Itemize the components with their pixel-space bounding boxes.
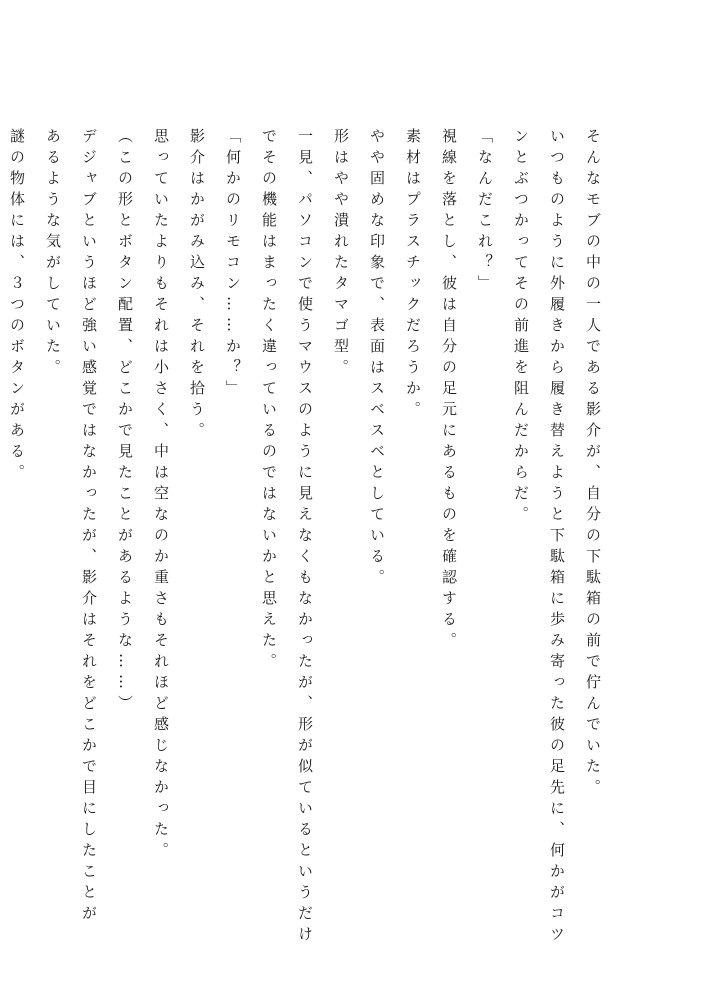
text-line: 形はやや潰れたタマゴ型。 [332,128,350,380]
text-line: 「何かのリモコン……か？」 [224,128,242,401]
text-line: 一見、パソコンで使うマウスのように見えなくもなかったが、形が似ているというだけ [296,128,314,947]
text-line: そんなモブの中の一人である影介が、自分の下駄箱の前で佇んでいた。 [584,128,602,800]
text-line: いつものように外履きから履き替えようと下駄箱に歩み寄った彼の足先に、何かがコツ [548,128,566,947]
text-line: 影介はかがみ込み、それを拾う。 [188,128,206,443]
text-line: 「なんだこれ？」 [476,128,494,296]
text-line: 視線を落とし、彼は自分の足元にあるものを確認する。 [440,128,458,653]
text-line: （この形とボタン配置、どこかで見たことがあるような……） [116,128,134,716]
text-line: ンとぶつかってその前進を阻んだからだ。 [512,128,530,527]
text-line: 謎の物体には、３つのボタンがある。 [8,128,26,485]
text-line: 素材はプラスチックだろうか。 [404,128,422,422]
vertical-text-body [0,128,611,947]
text-line: 思っていたよりもそれは小さく、中は空なのか重さもそれほど感じなかった。 [152,128,170,863]
text-line: やや固めな印象で、表面はスベスベとしている。 [368,128,386,590]
text-line: でその機能はまったく違っているのではないかと思えた。 [260,128,278,674]
text-line: あるような気がしていた。 [44,128,62,380]
text-line: デジャブというほど強い感覚ではなかったが、影介はそれをどこかで目にしたことが [80,128,98,926]
